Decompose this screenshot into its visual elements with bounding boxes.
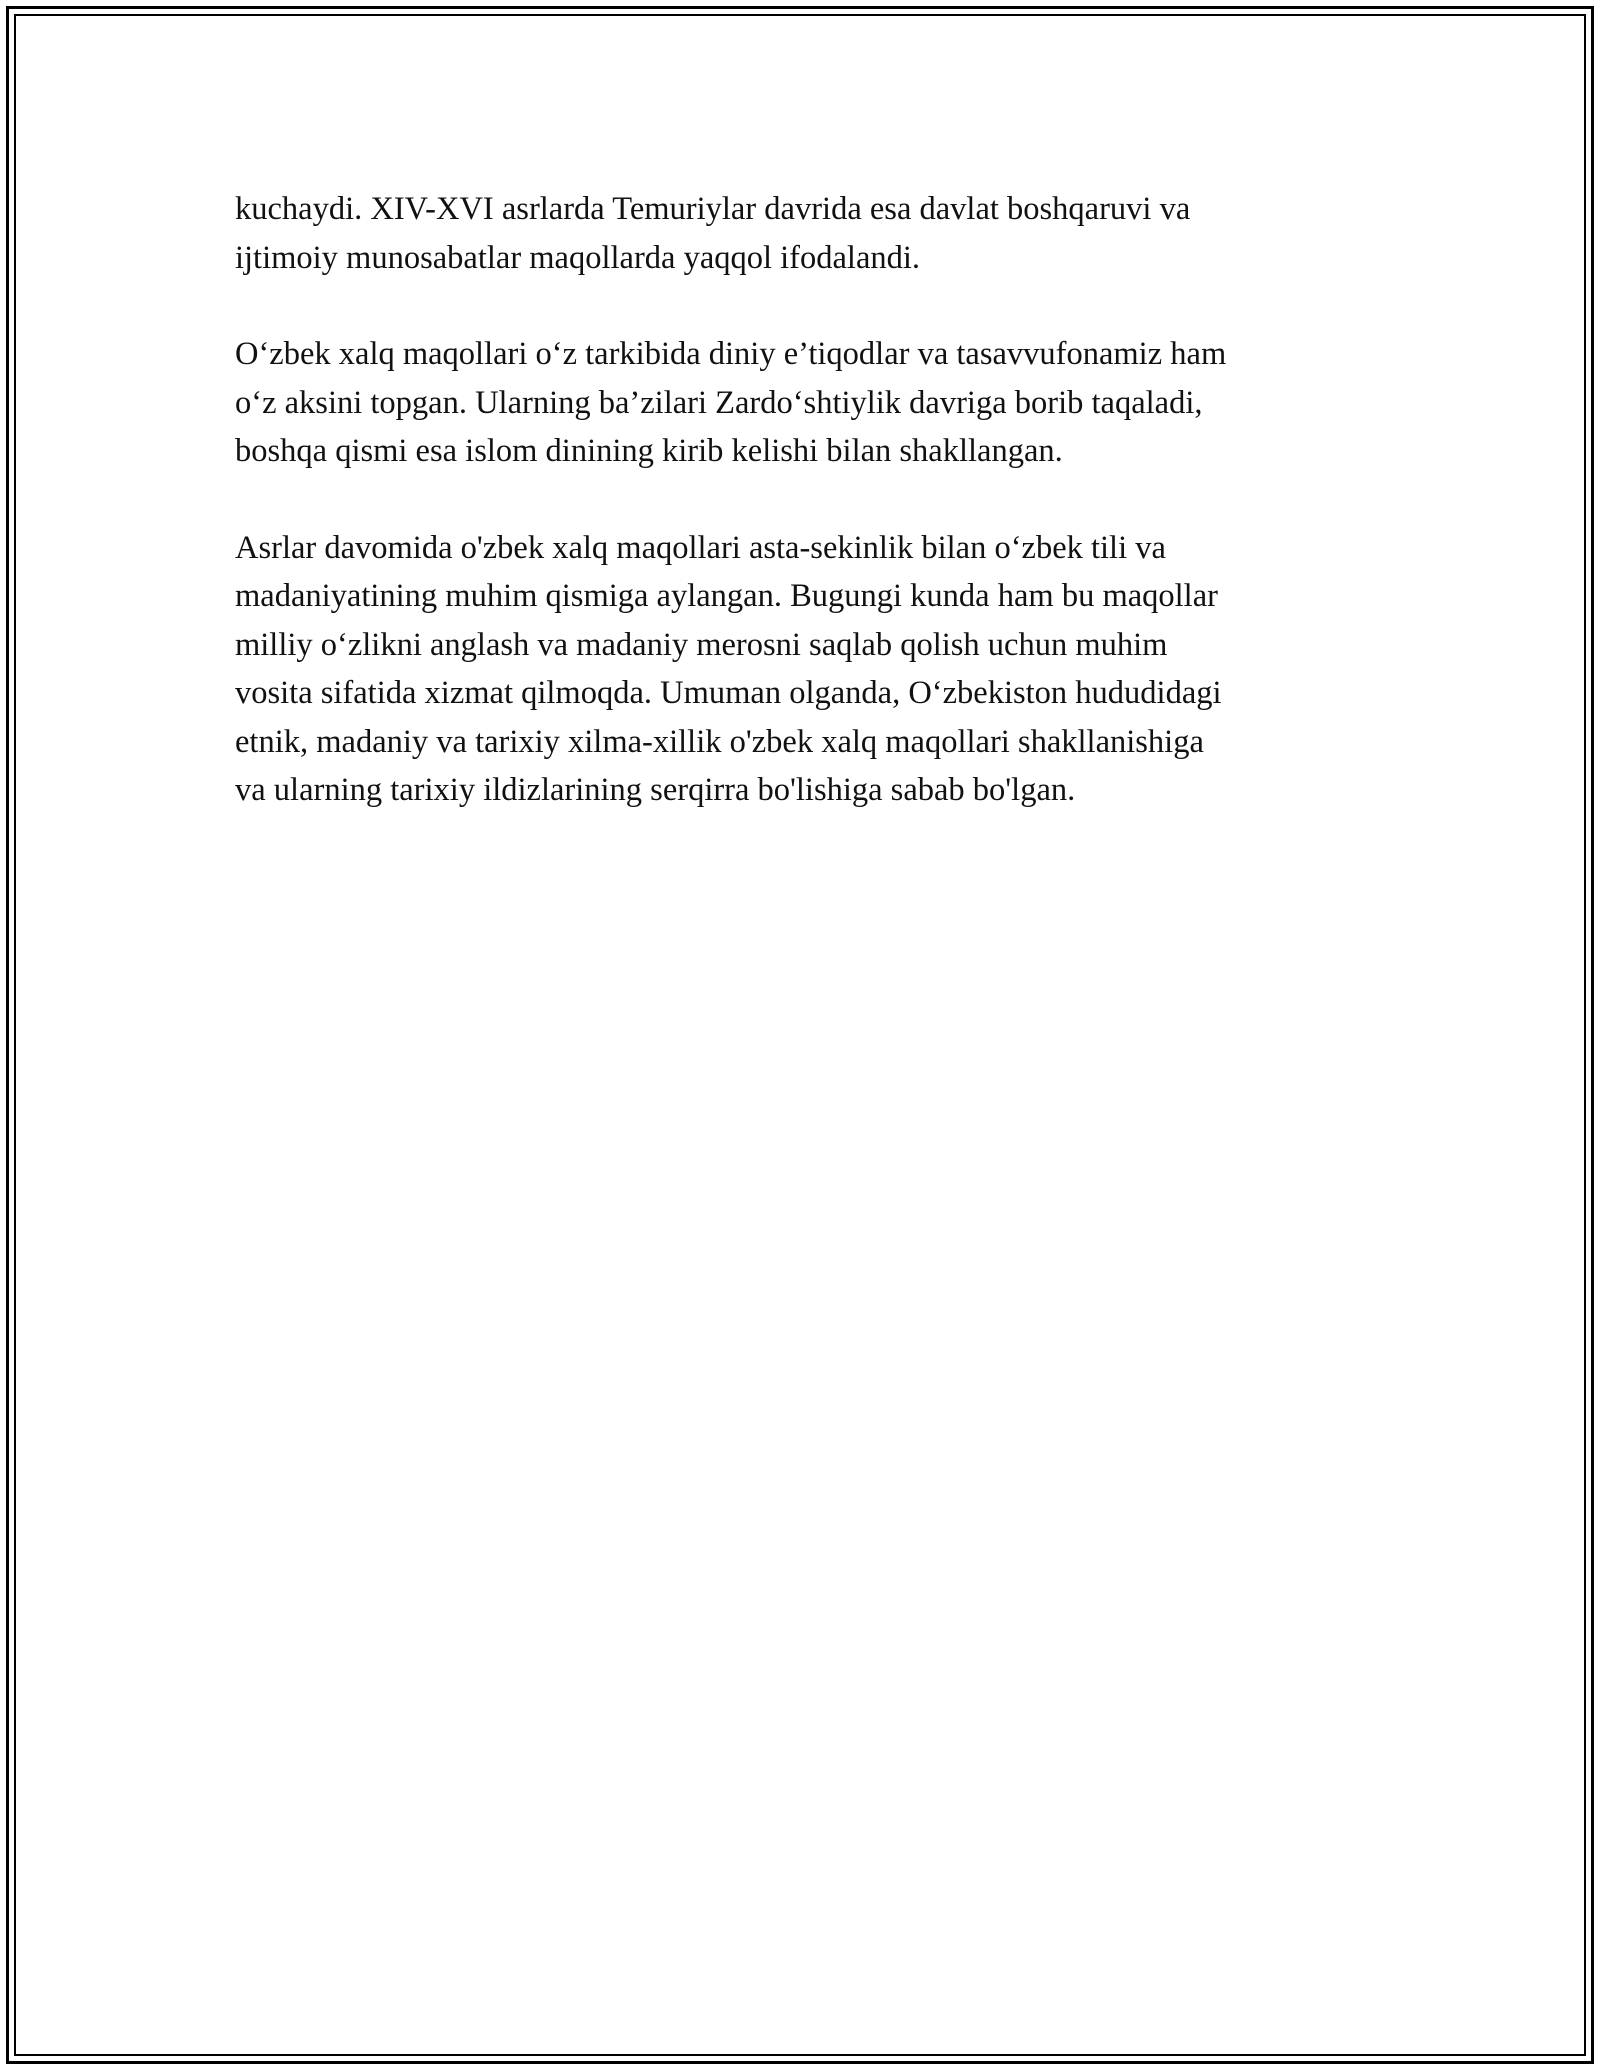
- paragraph-3: Asrlar davomida o'zbek xalq maqollari asta-sekinlik bilan o‘zbek tili va madaniyatining muhim qismiga aylangan. Bugungi kunda ham bu maqollar milliy o‘zlikni anglash va madaniy merosni saqlab qolish uchun muhim vosita sifatida xizmat qilmoqda. Umuman olganda, O‘zbekiston hududidagi etnik, madaniy va tarixiy xilma-xillik o'zbek xalq maqollari shakllanishiga va ularning tarixiy ildizlarining serqirra bo'lishiga sabab bo'lgan.: [235, 529, 1222, 808]
- document-body: [235, 185, 1375, 863]
- paragraph-1: kuchaydi. XIV-XVI asrlarda Temuriylar davrida esa davlat boshqaruvi va ijtimoiy munosabatlar maqollarda yaqqol ifodalandi.: [235, 191, 1191, 276]
- paragraph-2: O‘zbek xalq maqollari o‘z tarkibida diniy e’tiqodlar va tasavvufonamiz ham o‘z aksini topgan. Ularning ba’zilari Zardo‘shtiylik davriga borib taqaladi, boshqa qismi esa islom dinining kirib kelishi bilan shakllangan.: [235, 336, 1227, 469]
